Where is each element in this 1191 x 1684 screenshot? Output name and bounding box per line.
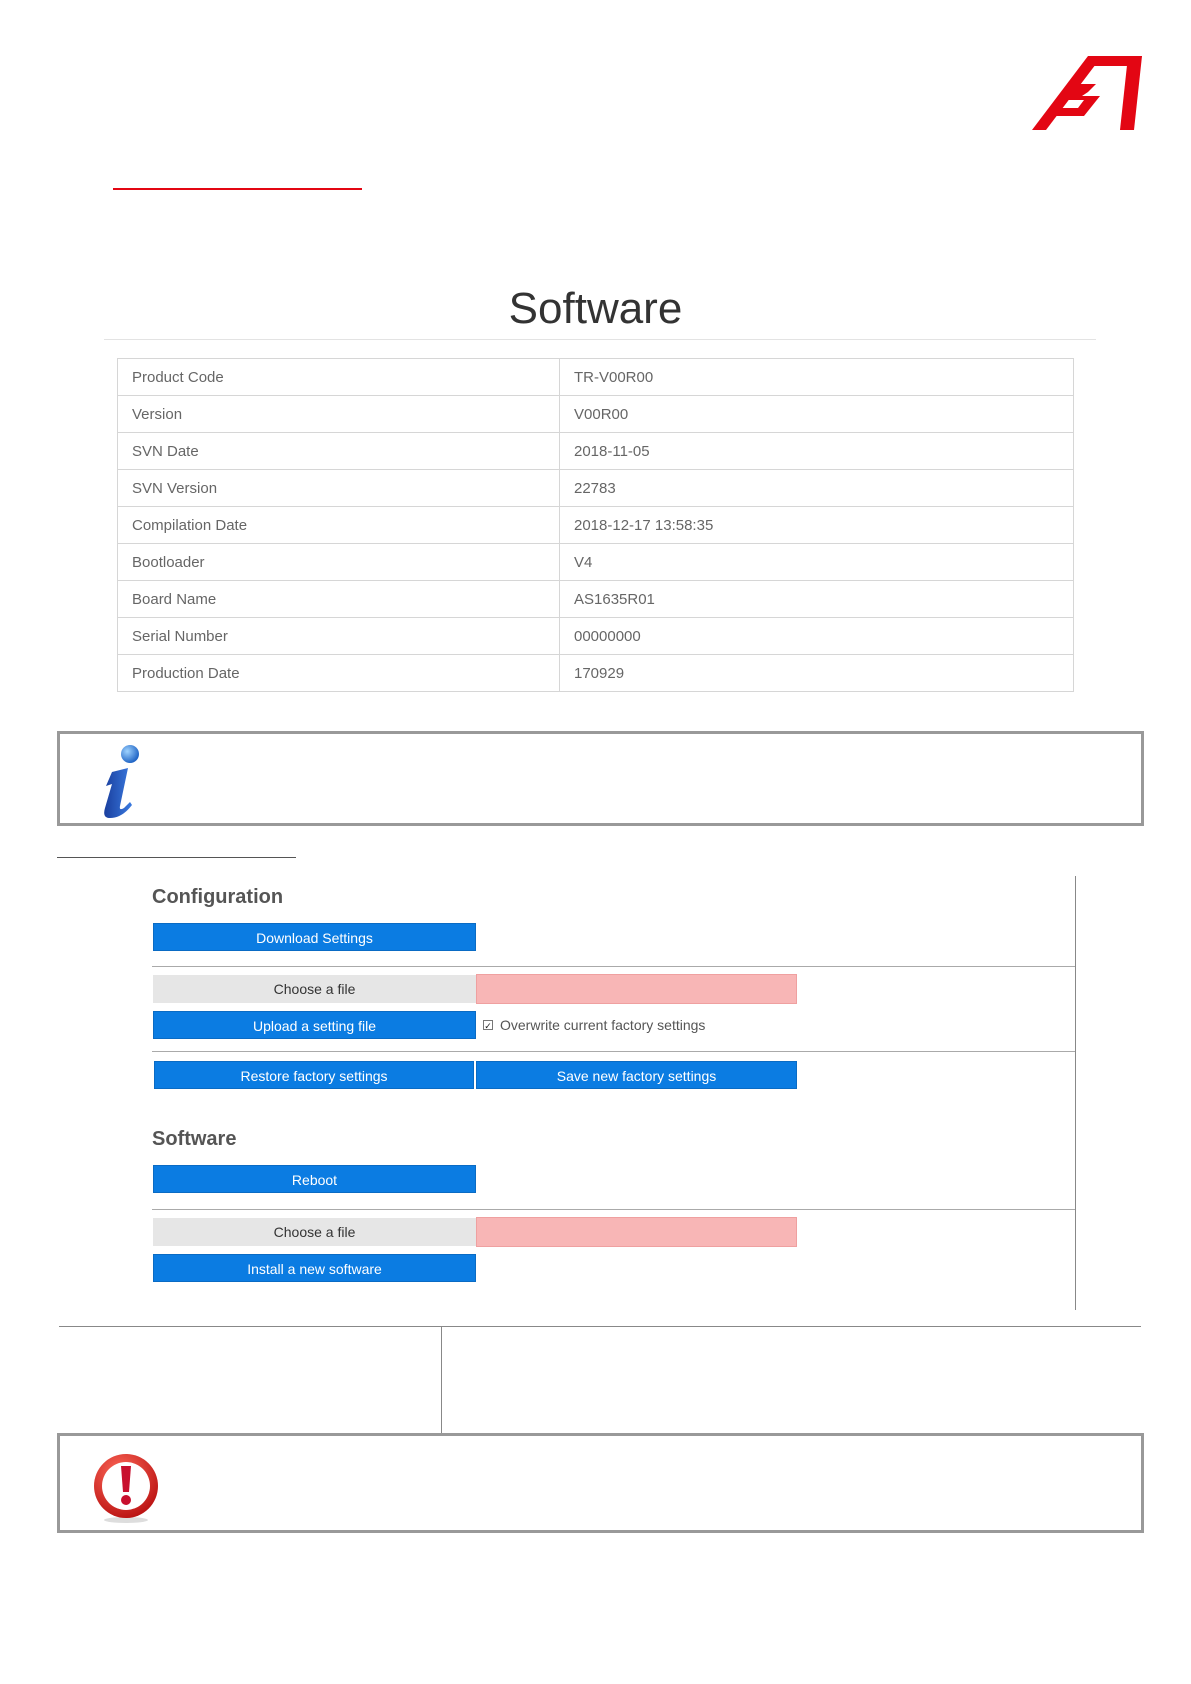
software-heading: Software — [152, 1128, 237, 1150]
row-label: SVN Version — [118, 470, 560, 507]
section-rule — [57, 857, 296, 858]
divider — [152, 1051, 1075, 1052]
table-row — [118, 507, 1074, 544]
table-column-divider — [441, 1327, 442, 1433]
row-label: Bootloader — [118, 544, 560, 581]
exclamation-icon — [90, 1452, 162, 1524]
upload-setting-file-button[interactable]: Upload a setting file — [153, 1011, 476, 1039]
row-value: 00000000 — [560, 618, 1074, 655]
choose-file-button[interactable]: Choose a file — [153, 975, 476, 1003]
row-label: Serial Number — [118, 618, 560, 655]
table-row — [118, 581, 1074, 618]
table-row — [118, 544, 1074, 581]
row-label: Production Date — [118, 655, 560, 692]
as-logo — [1030, 54, 1142, 134]
row-label: Compilation Date — [118, 507, 560, 544]
overwrite-label: Overwrite current factory settings — [500, 1017, 706, 1033]
reboot-button[interactable]: Reboot — [153, 1165, 476, 1193]
software-info-table — [117, 358, 1074, 692]
divider — [152, 1209, 1075, 1210]
table-row — [118, 359, 1074, 396]
info-note-box — [57, 731, 1144, 826]
download-settings-button[interactable]: Download Settings — [153, 923, 476, 951]
header-accent-rule — [113, 188, 362, 190]
software-file-field[interactable] — [476, 1217, 797, 1247]
divider — [152, 966, 1075, 967]
row-value: V4 — [560, 544, 1074, 581]
row-value: 22783 — [560, 470, 1074, 507]
panel-border — [1075, 876, 1076, 1310]
table-top-border — [59, 1326, 1141, 1327]
table-row — [118, 470, 1074, 507]
save-factory-settings-button[interactable]: Save new factory settings — [476, 1061, 797, 1089]
software-page-title: Software — [508, 284, 683, 333]
row-label: SVN Date — [118, 433, 560, 470]
install-software-button[interactable]: Install a new software — [153, 1254, 476, 1282]
warning-note-box — [57, 1433, 1144, 1533]
row-value: V00R00 — [560, 396, 1074, 433]
choose-software-file-button[interactable]: Choose a file — [153, 1218, 476, 1246]
configuration-heading: Configuration — [152, 886, 284, 908]
table-row — [118, 618, 1074, 655]
table-row — [118, 433, 1074, 470]
table-row — [118, 655, 1074, 692]
table-row — [118, 396, 1074, 433]
overwrite-checkbox[interactable]: ✓ — [484, 1021, 492, 1031]
info-icon — [98, 744, 142, 820]
row-value: 2018-12-17 13:58:35 — [560, 507, 1074, 544]
title-divider — [104, 339, 1096, 340]
row-label: Product Code — [118, 359, 560, 396]
row-label: Version — [118, 396, 560, 433]
row-value: 170929 — [560, 655, 1074, 692]
row-label: Board Name — [118, 581, 560, 618]
row-value: TR-V00R00 — [560, 359, 1074, 396]
row-value: AS1635R01 — [560, 581, 1074, 618]
restore-factory-settings-button[interactable]: Restore factory settings — [154, 1061, 474, 1089]
row-value: 2018-11-05 — [560, 433, 1074, 470]
setting-file-field[interactable] — [476, 974, 797, 1004]
